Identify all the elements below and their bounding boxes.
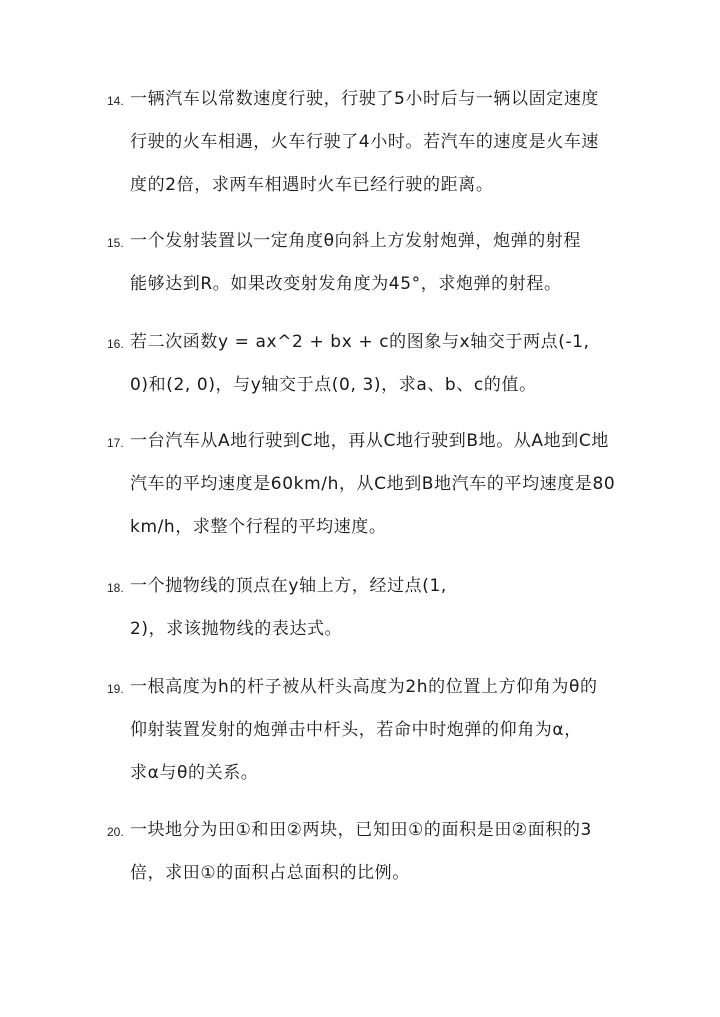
question-text-line: 行驶的火车相遇，火车行驶了4小时。若汽车的速度是火车速 [130,132,600,152]
question-number: 18. [107,581,124,595]
question-text-line: 求α与θ的关系。 [130,763,259,783]
question-text-line: 仰射装置发射的炮弹击中杆头，若命中时炮弹的仰角为α， [130,720,582,740]
question-text-line: 一辆汽车以常数速度行驶，行驶了5小时后与一辆以固定速度 [130,89,600,109]
question-text-line: 2)，求该抛物线的表达式。 [130,619,343,639]
question-number: 19. [107,682,124,696]
question-text-line: 一个抛物线的顶点在y轴上方，经过点(1, [130,576,447,596]
question-text-line: 能够达到R。如果改变射发角度为45°，求炮弹的射程。 [130,274,562,294]
question-number: 20. [107,825,124,839]
question-text-line: 汽车的平均速度是60km/h，从C地到B地汽车的平均速度是80 [130,474,616,494]
question-text-line: km/h，求整个行程的平均速度。 [130,517,387,537]
question-text-line: 倍，求田①的面积占总面积的比例。 [130,863,410,883]
question-text-line: 度的2倍，求两车相遇时火车已经行驶的距离。 [130,175,494,195]
question-number: 16. [107,337,124,351]
question-text-line: 一个发射装置以一定角度θ向斜上方发射炮弹，炮弹的射程 [130,231,581,251]
question-text-line: 一台汽车从A地行驶到C地，再从C地行驶到B地。从A地到C地 [130,431,609,451]
question-number: 15. [107,236,124,250]
question-text-line: 0)和(2, 0)，与y轴交于点(0, 3)，求a、b、c的值。 [130,375,537,395]
question-number: 14. [107,94,124,108]
question-text-line: 一块地分为田①和田②两块，已知田①的面积是田②面积的3 [130,820,592,840]
question-number: 17. [107,436,124,450]
question-text-line: 若二次函数y = ax^2 + bx + c的图象与x轴交于两点(-1, [130,332,590,352]
question-text-line: 一根高度为h的杆子被从杆头高度为2h的位置上方仰角为θ的 [130,677,598,697]
